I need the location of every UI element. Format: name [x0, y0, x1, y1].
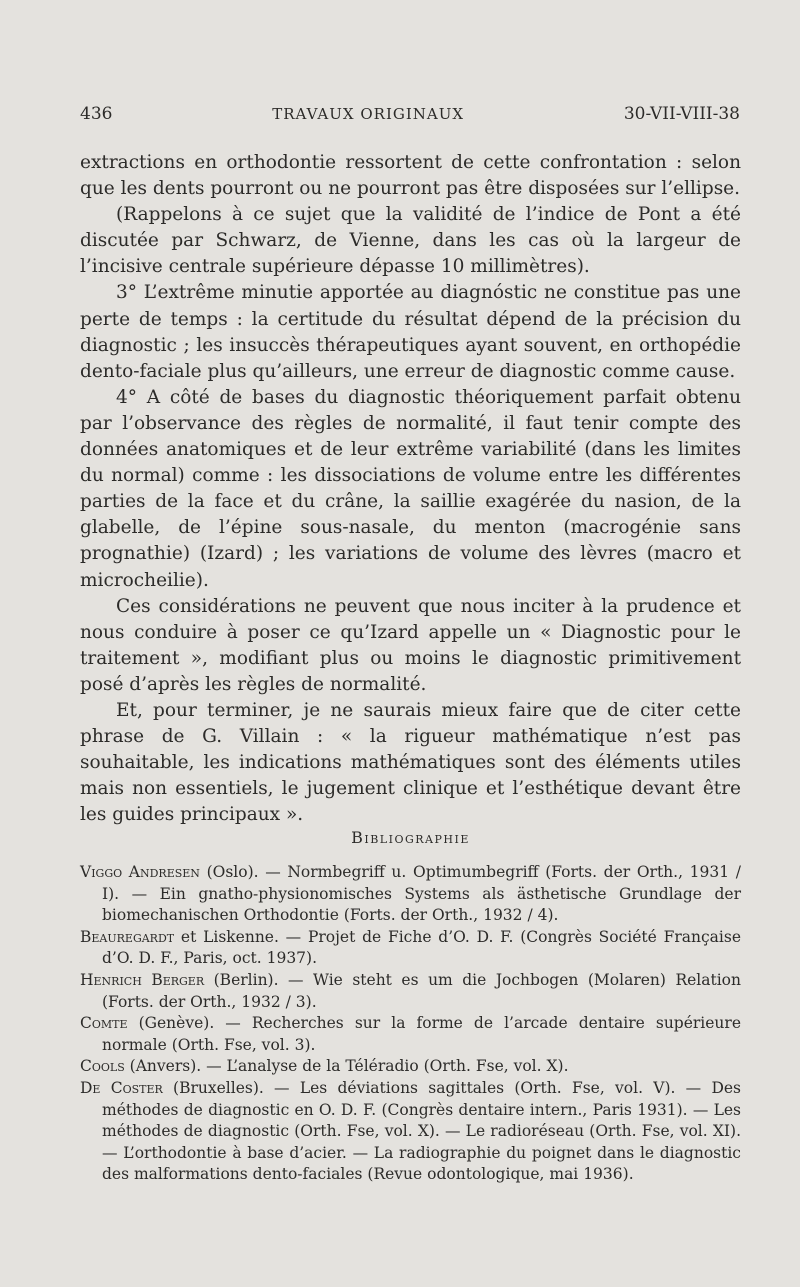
entry-text: (Genève). — Recherches sur la forme de l’arcade dentaire supérieure normale (Orth. Fse, vol. 3). [102, 1014, 741, 1054]
bibliography-list [80, 862, 741, 1186]
bibliography-title: Bibliographie [351, 828, 470, 847]
bibliography-entry [80, 1056, 741, 1078]
bibliography-entry [80, 970, 741, 1013]
entry-text: (Oslo). — Normbegriff u. Optimumbegriff (Forts. der Orth., 1931 / I). — Ein gnatho-physionomisches Systems als ästhetische Grundlage der biomechanischen Orthodontie (Forts. der Orth., 1932 / 4). [102, 863, 741, 925]
entry-text: (Berlin). — Wie steht es um die Jochbogen (Molaren) Relation (Forts. der Orth., 1932 / 3). [102, 970, 741, 1011]
page-header [80, 104, 740, 124]
entry-text: et Liskenne. — Projet de Fiche d’O. D. F. (Congrès Société Française d’O. D. F., Paris, oct. 1937). [102, 927, 741, 968]
bibliography-entry [80, 927, 741, 970]
body-text [80, 150, 741, 828]
page-number: 436 [80, 104, 113, 124]
entry-author: Beauregardt [80, 927, 175, 946]
paragraph: Et, pour terminer, je ne saurais mieux faire que de citer cette phrase de G. Villain : « la rigueur mathématique n’est pas souhaitable, les indications mathématiques sont des éléments utiles mais non essentiels, le jugement clinique et l’esthétique devant être les guides principaux ». [80, 699, 741, 826]
paragraph: Ces considérations ne peuvent que nous inciter à la prudence et nous conduire à poser ce qu’Izard appelle un « Diagnostic pour le traitement », modifiant plus ou moins le diagnostic primitivement posé d’après les règles de normalité. [80, 595, 741, 695]
bibliography-entry [80, 1078, 741, 1186]
running-title: TRAVAUX ORIGINAUX [272, 105, 465, 123]
entry-author: Viggo Andresen [80, 863, 200, 881]
issue-date: 30-VII-VIII-38 [623, 104, 740, 124]
bibliography-entry [80, 862, 741, 927]
bibliography-entry [80, 1013, 741, 1056]
entry-text: (Anvers). — L’analyse de la Téléradio (Orth. Fse, vol. X). [124, 1057, 569, 1076]
entry-author: De Coster [80, 1078, 163, 1097]
entry-author: Comte [80, 1014, 128, 1033]
paragraph: 3° L’extrême minutie apportée au diagnóstic ne constitue pas une perte de temps : la certitude du résultat dépend de la précision du diagnostic ; les insuccès thérapeutiques ayant souvent, en orthopédie dento-faciale plus qu’ailleurs, une erreur de diagnostic comme cause. [80, 282, 741, 382]
entry-author: Henrich Berger [80, 970, 205, 989]
paragraph: 4° A côté de bases du diagnostic théoriquement parfait obtenu par l’observance des règles de normalité, il faut tenir compte des données anatomiques et de leur extrême variabilité (dans les limites du normal) comme : les dissociations de volume entre les différentes parties de la face et du crâne, la saillie exagérée du nasion, de la glabelle, de l’épine sous-nasale, du menton (macrogénie sans prognathie) (Izard) ; les variations de volume des lèvres (macro et microcheilie). [80, 386, 741, 591]
paragraph: (Rappelons à ce sujet que la validité de l’indice de Pont a été discutée par Schwarz, de Vienne, dans les cas où la largeur de l’incisive centrale supérieure dépasse 10 millimètres). [80, 204, 741, 278]
paragraph: extractions en orthodontie ressortent de cette confrontation : selon que les dents pourront ou ne pourront pas être disposées sur l’ellipse. [80, 152, 741, 200]
entry-author: Cools [80, 1057, 125, 1076]
entry-text: (Bruxelles). — Les déviations sagittales (Orth. Fse, vol. V). — Des méthodes de diagnostic en O. D. F. (Congrès dentaire intern., Paris 1931). — Les méthodes de diagnostic (Orth. Fse, vol. X). — Le radioréseau (Orth. Fse, vol. XI). — L’orthodontie à base d’acier. — La radiographie du poignet dans le diagnostic des malformations dento-faciales (Revue odontologique, mai 1936). [102, 1078, 741, 1184]
